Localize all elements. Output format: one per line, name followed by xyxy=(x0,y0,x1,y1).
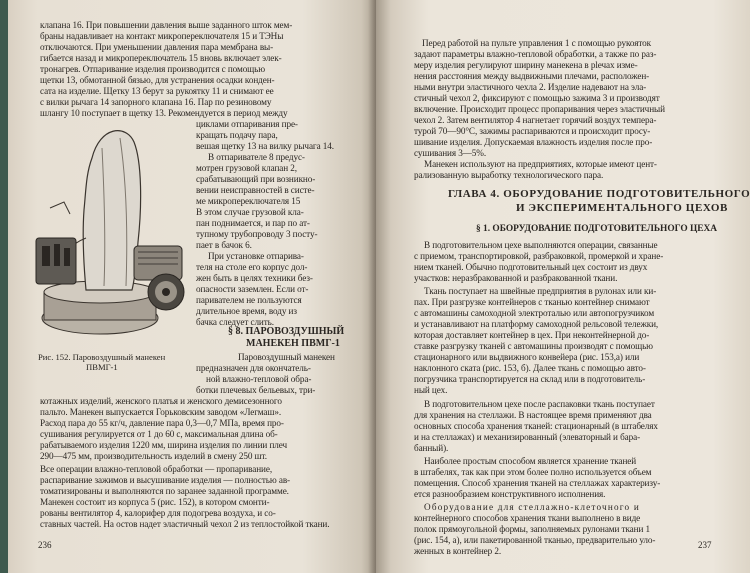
text-line: задают параметры влажно-тепловой обработки, а также по раз- xyxy=(414,49,657,59)
text-line: стичный чехол 2, фиксируют с помощью зажима 3 и производят xyxy=(414,93,660,103)
text-line: жен быть в целях техники без- xyxy=(196,273,313,283)
text-line: мотрен грузовой клапан 2, xyxy=(196,163,297,173)
text-line: паривателем не пользуются xyxy=(196,295,302,305)
text-line: ной влажно-тепловой обра- xyxy=(206,374,312,384)
text-line: вешая щетку 13 на вилку рычага 14. xyxy=(196,141,334,151)
section-title: § 1. ОБОРУДОВАНИЕ ПОДГОТОВИТЕЛЬНОГО ЦЕХА xyxy=(476,224,718,234)
text-line: В этом случае грузовой кла- xyxy=(196,207,304,217)
text-line: срабатывающий при возникно- xyxy=(196,174,316,184)
figure-caption: Рис. 152. Паровоздушный манекен xyxy=(38,352,166,362)
page-number: 236 xyxy=(38,540,52,550)
text-line: томатизированы и выполняются по заранее заданной программе. xyxy=(40,486,289,496)
text-line: шивание изделия. Допускаемая влажность изделия после про- xyxy=(414,137,653,147)
text-line: Расход пара до 55 кг/ч, давление пара 0,3—0,7 МПа, время про- xyxy=(40,418,284,428)
page-number: 237 xyxy=(698,540,712,550)
text-line: пальто. Манекен выпускается Горьковским заводом «Легмаш». xyxy=(40,407,282,417)
text-line: рованы вентилятор 4, калорифер для подогрева воздуха, и со- xyxy=(40,508,276,518)
text-line: и на стеллажах) и механизированный (элеваторный и бара- xyxy=(414,432,641,442)
text-line: полок прямоугольной формы, заполняемых рулонами ткани 1 xyxy=(414,524,650,534)
text-line: шлангу 10 поступает в щетку 13. Рекомендуется в период между xyxy=(40,108,288,118)
steam-dummy-illustration xyxy=(30,118,198,346)
text-line: В подготовительном цехе выполняются операции, связанные xyxy=(424,240,658,250)
text-line: тронагрев. Отпаривание изделия производится с помощью xyxy=(40,64,266,74)
text-line: теля на столе его корпус дол- xyxy=(196,262,308,272)
text-line: нения расстояния между выдвижными плечами, расположен- xyxy=(414,71,650,81)
chapter-title: И ЭКСПЕРИМЕНТАЛЬНОГО ЦЕХОВ xyxy=(516,202,728,214)
text-line: распаривание зажимов и высушивание изделия — полностью ав- xyxy=(40,475,291,485)
text-line: предназначен для окончатель- xyxy=(196,363,311,373)
figure-caption: ПВМГ-1 xyxy=(86,362,118,372)
text-line: и устанавливают на платформу самоходной рельсовой тележки, xyxy=(414,319,659,329)
text-line: ставке разгрузку тканей с автомашины производят с помощью xyxy=(414,341,653,351)
text-line: погрузчика транспортируется на склад или в подготовитель- xyxy=(414,374,646,384)
text-line: женных в контейнер 2. xyxy=(414,546,502,556)
text-line: 290—475 мм, производительность изделий в смену 250 шт. xyxy=(40,451,267,461)
text-line: котажных изделий, женского платья и женского демисезонного xyxy=(40,396,282,406)
text-line: Оборудование для стеллажно-клеточного и xyxy=(424,502,640,512)
text-line: ными внутри эластичного чехла 2. Изделие надевают на эла- xyxy=(414,82,647,92)
text-line: контейнерного способов хранения ткани выполнено в виде xyxy=(414,513,641,523)
text-line: помещения. Способ хранения тканей на стеллажах характеризу- xyxy=(414,478,661,488)
text-line: отключаются. При уменьшении давления пара мембрана вы- xyxy=(40,42,274,52)
text-line: кращать подачу пара, xyxy=(196,130,278,140)
text-line: меру изделия регулируют ширину манекена в plечах изме- xyxy=(414,60,638,70)
text-line: тупному трубопроводу 3 посту- xyxy=(196,229,318,239)
text-line: Наиболее простым способом является хранение тканей xyxy=(424,456,637,466)
text-line: с автомашины самоходной электроталью или автопогрузчиком xyxy=(414,308,655,318)
text-line: участков: неразбракованной и разбракованной ткани. xyxy=(414,273,618,283)
text-line: длительное время, воду из xyxy=(196,306,297,316)
text-line: сушивания 3—5%. xyxy=(414,148,487,158)
text-line: для хранения на стеллажи. В настоящее время применяют два xyxy=(414,410,652,420)
text-line: бачка следует слить. xyxy=(196,317,274,327)
text-line: ставных частей. На остов надет эластичный чехол 2 из теплостойкой ткани. xyxy=(40,519,330,529)
text-line: с вилки рычага 14 запорного клапана 16. Пар по резиновому xyxy=(40,97,272,107)
text-line: При установке отпарива- xyxy=(208,251,304,261)
text-line: которая доставляет контейнер в цех. При неконтейнерной до- xyxy=(414,330,650,340)
text-line: Все операции влажно-тепловой обработки — пропаривание, xyxy=(40,464,273,474)
text-line: рабатываемого изделия 1220 мм, ширина изделия по линии плеч xyxy=(40,440,288,450)
text-line: опасности заземлен. Если от- xyxy=(196,284,309,294)
text-line: пан поднимается, и пар по ат- xyxy=(196,218,310,228)
text-line: Ткань поступает на швейные предприятия в рулонах или ки- xyxy=(424,286,657,296)
text-line: Перед работой на пульте управления 1 с помощью рукояток xyxy=(422,38,651,48)
section-title: § 8. ПАРОВОЗДУШНЫЙ xyxy=(228,326,345,337)
text-line: чехол 2. Затем вентилятор 4 нагнетает горячий воздух темпера- xyxy=(414,115,657,125)
section-title: МАНЕКЕН ПВМГ-1 xyxy=(246,338,340,349)
text-line: В отпаривателе 8 предус- xyxy=(208,152,305,162)
chapter-title: ГЛАВА 4. ОБОРУДОВАНИЕ ПОДГОТОВИТЕЛЬНОГО xyxy=(448,188,750,200)
text-line: ботки плечевых бельевых, три- xyxy=(196,385,316,395)
text-line: турой 70—90°С, зажимы распариваются и происходит просу- xyxy=(414,126,651,136)
text-line: ный цех. xyxy=(414,385,448,395)
left-page xyxy=(8,0,376,573)
book-spread xyxy=(8,0,750,573)
text-line: пает в бачок 6. xyxy=(196,240,252,250)
text-line: с приемом, транспортировкой, разбраковкой, промеркой и хране- xyxy=(414,251,664,261)
text-line: основных способа хранения тканей: стационарный (в штабелях xyxy=(414,421,658,431)
text-line: В подготовительном цехе после распаковки ткань поступает xyxy=(424,399,655,409)
text-line: сушивания регулируется от 1 до 60 с, максимальная длина об- xyxy=(40,429,278,439)
text-line: Манекен состоит из корпуса 5 (рис. 152), в котором смонти- xyxy=(40,497,270,507)
text-line: Манекен используют на предприятиях, которые имеют цент- xyxy=(424,159,657,169)
text-line: ется разнообразием конструктивного исполнения. xyxy=(414,489,606,499)
text-line: ме микропереключателя 15 xyxy=(196,196,301,206)
text-line: сата на изделие. Щетку 13 берут за рукоятку 11 и снимают ее xyxy=(40,86,274,96)
text-line: стационарного или выдвижного конвейера (рис. 153,а) или xyxy=(414,352,640,362)
text-line: нием тканей. Обычно подготовительный цех состоит из двух xyxy=(414,262,648,272)
text-line: включение. Происходит процесс пропаривания через эластичный xyxy=(414,104,665,114)
text-line: щетки 13, обмотанной бязью, для устранения осадки конден- xyxy=(40,75,275,85)
right-page xyxy=(376,0,750,573)
text-line: (рис. 154, а), или пакетированной тканью, предварительно уло- xyxy=(414,535,656,545)
text-line: браны надавливает на контакт микропереключателя 15 и ТЭНы xyxy=(40,31,284,41)
text-line: циклами отпаривания пре- xyxy=(196,119,298,129)
text-line: Паровоздушный манекен xyxy=(238,352,335,362)
text-line: пах. При разгрузке контейнеров с тканью контейнер снимают xyxy=(414,297,650,307)
text-line: наклонного ската (рис. 153, б). Далее ткань с помощью авто- xyxy=(414,363,646,373)
text-line: в штабелях, так как при этом более полно используется объем xyxy=(414,467,652,477)
text-line: гибается назад и микропереключатель 15 вновь включает элек- xyxy=(40,53,282,63)
text-line: вении неисправностей в систе- xyxy=(196,185,315,195)
text-line: рализованную выработку технологического пара. xyxy=(414,170,604,180)
text-line: клапана 16. При повышении давления выше заданного шток мем- xyxy=(40,20,293,30)
text-line: банный). xyxy=(414,443,449,453)
